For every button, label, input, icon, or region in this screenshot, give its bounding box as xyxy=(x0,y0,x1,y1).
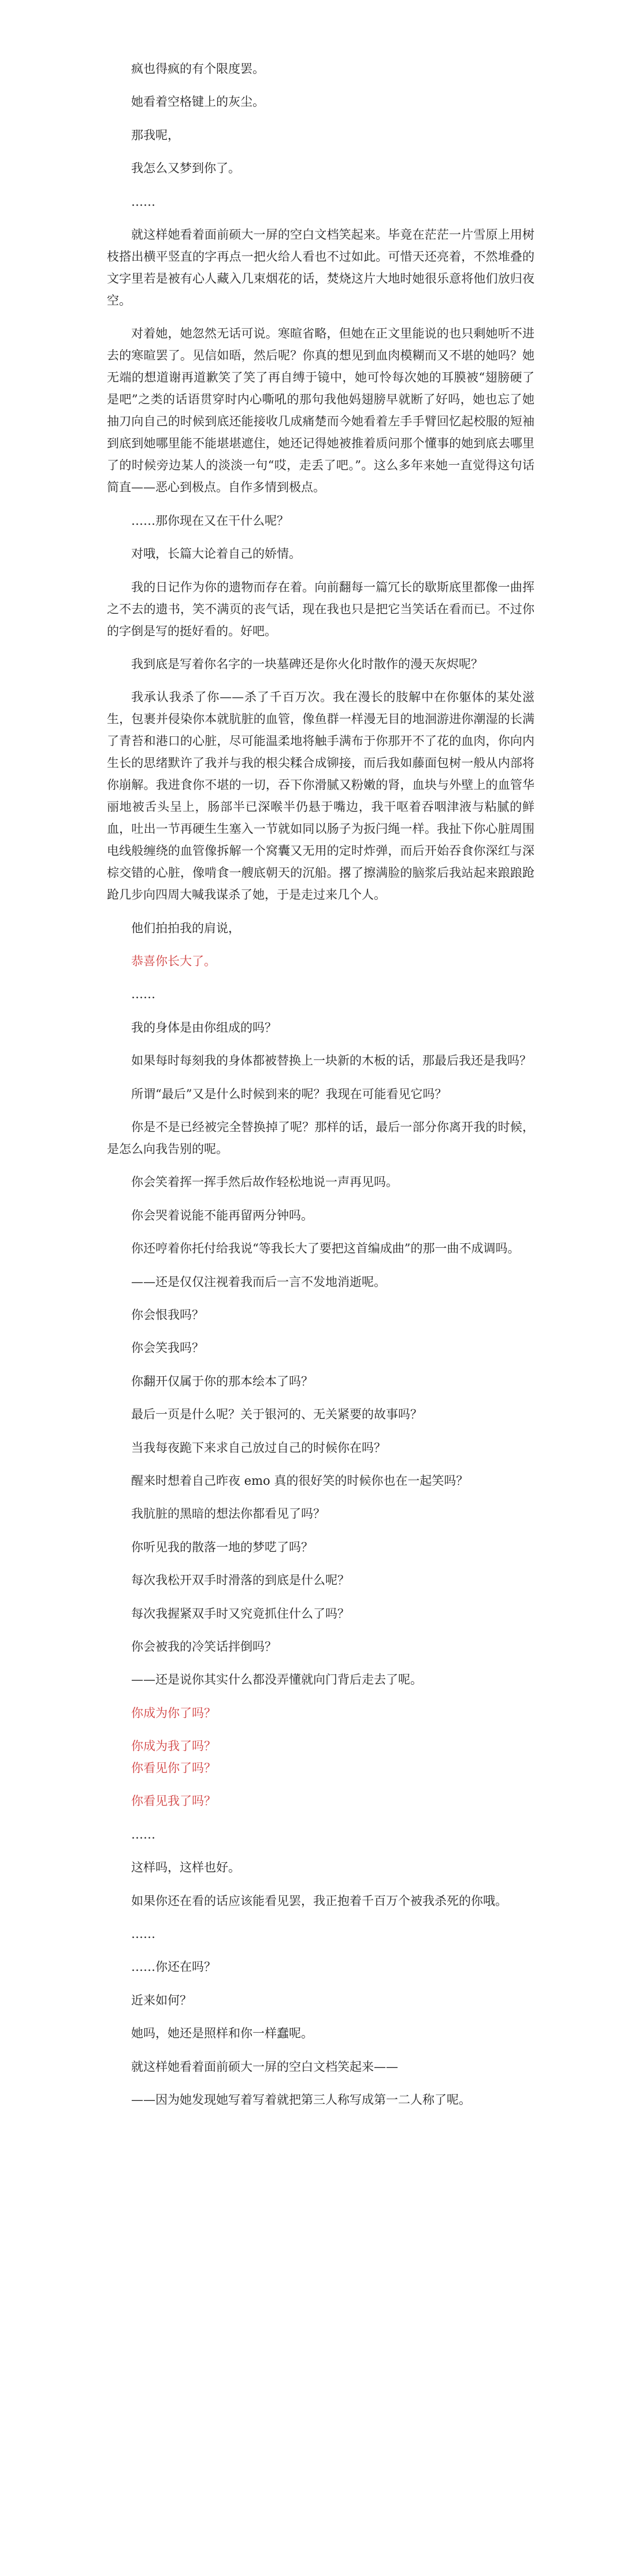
paragraph: 我肮脏的黑暗的想法你都看见了吗？ xyxy=(131,1507,325,1521)
paragraph: …… xyxy=(131,1827,155,1841)
paragraph: …… xyxy=(131,194,155,209)
paragraph: 每次我握紧双手时又究竟抓住什么了吗？ xyxy=(131,1606,350,1621)
highlighted-paragraph: 你成为你了吗？ xyxy=(131,1706,216,1720)
paragraph: 你会哭着说能不能再留两分钟吗。 xyxy=(131,1208,313,1222)
paragraph: 你是不是已经被完全替换掉了呢？那样的话，最后一部分你离开我的时候，是怎么向我告别的呢。 xyxy=(107,1120,534,1157)
paragraph: 我承认我杀了你——杀了千百万次。我在漫长的肢解中在你躯体的某处滋生，包裹并侵染你本就肮脏的血管，像鱼群一样漫无目的地洄游进你潮湿的长满了青苔和港口的心脏，尽可能温柔地将触手满布于你那开不了花的血肉，你向内生长的思绪默许了我并与我的根尖糅合成铆接，而后我如藤面包树一般从内部将你崩解。我进食你不堪的一切，吞下你滑腻又粉嫩的肾，血块与外壁上的血管华丽地被舌头呈上，肠部半已深喉半仍悬于嘴边，我干呕着吞咽津液与粘腻的鲜血，吐出一节再硬生生塞入一节就如同以肠子为扳闩绳一样。我扯下你心脏周围电线般缠绕的血管像拆解一个窝囊又无用的定时炸弹，而后开始吞食你深红与深棕交错的心脏，像啃食一艘底朝天的沉船。撂了擦满脸的脑浆后我站起来踉踉跄跄几步向四周大喊我谋杀了她，于是走过来几个人。 xyxy=(107,690,534,902)
paragraph: 她看着空格键上的灰尘。 xyxy=(131,95,265,109)
paragraph: 他们拍拍我的肩说， xyxy=(131,921,240,935)
paragraph: …… xyxy=(131,987,155,1002)
paragraph: ……你还在吗？ xyxy=(131,1960,216,1974)
paragraph: 我怎么又梦到你了。 xyxy=(131,161,240,176)
paragraph: 你会笑着挥一挥手然后故作轻松地说一声再见吗。 xyxy=(131,1175,398,1189)
paragraph: 我的身体是由你组成的吗？ xyxy=(131,1020,277,1035)
paragraph: 所谓“最后”又是什么时候到来的呢？我现在可能看见它吗？ xyxy=(131,1087,447,1101)
highlighted-paragraph: 恭喜你长大了。 xyxy=(131,954,216,969)
paragraph: 我的日记作为你的遗物而存在着。向前翻每一篇冗长的歇斯底里都像一曲挥之不去的遗书，笑不满页的丧气话，现在我也只是把它当笑话在看而已。不过你的字倒是写的挺好看的。好吧。 xyxy=(107,580,534,638)
highlighted-paragraph: 你看见你了吗？ xyxy=(131,1761,216,1776)
paragraph: 你还哼着你托付给我说“等我长大了要把这首编成曲”的那一曲不成调吗。 xyxy=(131,1241,520,1256)
highlighted-paragraph: 你看见我了吗？ xyxy=(131,1794,216,1808)
paragraph: 你翻开仅属于你的那本绘本了吗？ xyxy=(131,1374,313,1388)
paragraph: 如果每时每刻我的身体都被替换上一块新的木板的话，那最后我还是我吗？ xyxy=(131,1054,532,1068)
paragraph: ——还是说你其实什么都没弄懂就向门背后走去了呢。 xyxy=(131,1673,422,1687)
paragraph: 就这样她看着面前硕大一屏的空白文档笑起来—— xyxy=(131,2059,398,2074)
paragraph: 那我呢， xyxy=(131,128,180,142)
paragraph: ——还是仅仅注视着我而后一言不发地消逝呢。 xyxy=(131,1274,386,1289)
paragraph: 你会被我的冷笑话拌倒吗？ xyxy=(131,1639,277,1654)
paragraph: ……那你现在又在干什么呢？ xyxy=(131,513,289,528)
paragraph: ——因为她发现她写着写着就把第三人称写成第一二人称了呢。 xyxy=(131,2092,471,2107)
paragraph: 对哦，长篇大论着自己的娇情。 xyxy=(131,547,301,561)
paragraph: 你会恨我吗？ xyxy=(131,1307,204,1322)
paragraph: 你听见我的散落一地的梦呓了吗？ xyxy=(131,1540,313,1554)
paragraph: 对着她，她忽然无话可说。寒暄省略，但她在正文里能说的也只剩她听不进去的寒暄罢了。见信如晤，然后呢？你真的想见到血肉模糊而又不堪的她吗？她无端的想道谢再道歉笑了笑了再自缚于镜中，她可怜每次她的耳膜被“翅膀硬了是吧”之类的话语贯穿时内心嘶吼的那句我他妈翅膀早就断了好吗，她也忘了她抽刀向自己的时候到底还能接收几成痛楚而今她看着左手手臂回忆起校服的短袖到底到她哪里能不能堪堪遮住，她还记得她被推着质问那个懂事的她到底去哪里了的时候旁边某人的淡淡一句“哎，走丢了吧。”。这么多年来她一直觉得这句话简直——恶心到极点。自作多情到极点。 xyxy=(107,327,534,495)
paragraph: 疯也得疯的有个限度罢。 xyxy=(131,62,265,76)
paragraph: 每次我松开双手时滑落的到底是什么呢？ xyxy=(131,1573,350,1588)
highlighted-paragraph: 你成为我了吗？ xyxy=(131,1739,216,1754)
paragraph: 我到底是写着你名字的一块墓碑还是你火化时散作的漫天灰烬呢？ xyxy=(131,657,483,671)
paragraph: …… xyxy=(131,1927,155,1941)
paragraph: 近来如何？ xyxy=(131,1993,192,2007)
paragraph: 最后一页是什么呢？关于银河的、无关紧要的故事吗？ xyxy=(131,1407,422,1422)
paragraph: 就这样她看着面前硕大一屏的空白文档笑起来。毕竟在茫茫一片雪原上用树枝搭出横平竖直的字再点一把火给人看也不过如此。可惜天还亮着，不然堆叠的文字里若是被有心人藏入几束烟花的话，焚烧这片大地时她很乐意将他们放归夜空。 xyxy=(107,227,534,307)
paragraph: 你会笑我吗？ xyxy=(131,1341,204,1355)
paragraph: 这样吗，这样也好。 xyxy=(131,1860,240,1875)
article-body xyxy=(107,0,534,2122)
paragraph: 当我每夜跪下来求自己放过自己的时候你在吗？ xyxy=(131,1440,386,1455)
paragraph: 醒来时想着自己昨夜 emo 真的很好笑的时候你也在一起笑吗？ xyxy=(131,1473,469,1488)
paragraph: 她吗，她还是照样和你一样蠢呢。 xyxy=(131,2026,313,2041)
paragraph: 如果你还在看的话应该能看见罢，我正抱着千百万个被我杀死的你哦。 xyxy=(131,1893,507,1908)
